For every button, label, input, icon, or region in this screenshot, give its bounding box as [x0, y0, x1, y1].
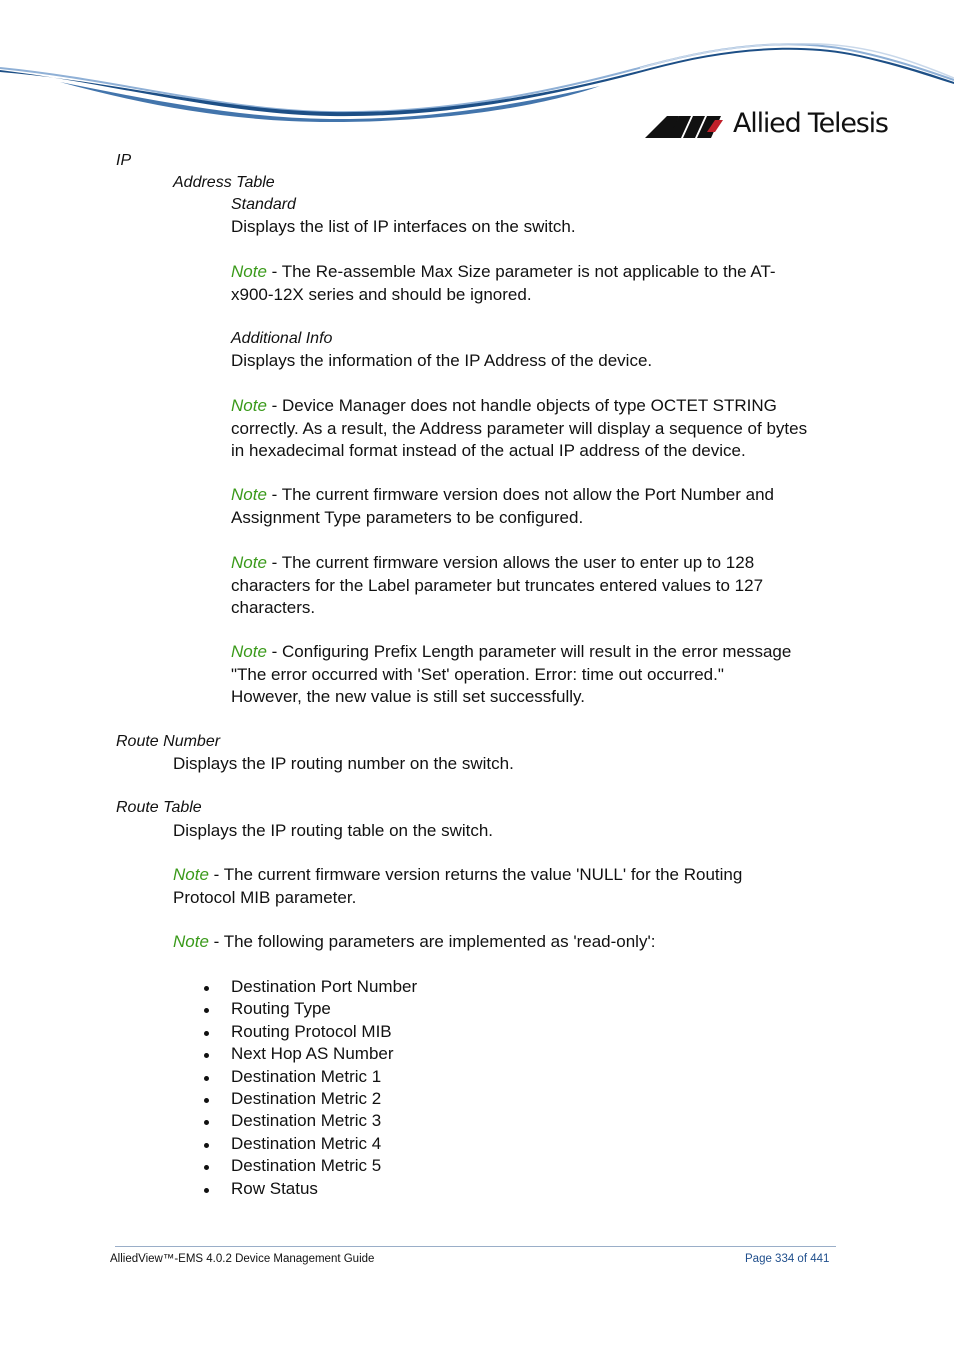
note-6	[173, 864, 742, 909]
footer-guide-title: AlliedView™-EMS 4.0.2 Device Management Guide	[110, 1253, 375, 1265]
note-text: - The current firmware version allows the user to enter up to 128	[266, 553, 755, 572]
note-text: - The current firmware version returns the value 'NULL' for the Routing	[208, 865, 743, 884]
note-text: "The error occurred with 'Set' operation. Error: time out occurred."	[231, 664, 724, 684]
footer-divider	[115, 1246, 836, 1247]
note-text: correctly. As a result, the Address parameter will display a sequence of bytes	[231, 418, 808, 438]
logo-mark-icon	[645, 114, 725, 138]
note-2	[231, 395, 807, 463]
route-number-heading: Route Number	[116, 733, 221, 750]
note-text: - Configuring Prefix Length parameter will result in the error message	[266, 642, 792, 661]
bullet-icon	[204, 1188, 209, 1193]
brand-name: Allied Telesis	[733, 108, 888, 139]
ip-heading: IP	[116, 152, 132, 169]
note-text: - The Re-assemble Max Size parameter is not applicable to the AT-	[266, 262, 776, 281]
bullet-icon	[204, 1165, 209, 1170]
standard-heading: Standard	[231, 196, 296, 213]
list-item: Routing Protocol MIB	[200, 1021, 417, 1043]
route-number-desc: Displays the IP routing number on the switch.	[173, 754, 514, 773]
note-text: characters for the Label parameter but truncates entered values to 127	[231, 575, 764, 595]
standard-desc: Displays the list of IP interfaces on the switch.	[231, 217, 576, 236]
note-label: Note	[231, 485, 267, 504]
note-text: x900-12X series and should be ignored.	[231, 284, 532, 304]
note-5	[231, 641, 791, 709]
note-7	[173, 931, 655, 954]
note-label: Note	[231, 396, 267, 415]
note-label: Note	[231, 553, 267, 572]
bullet-icon	[204, 986, 209, 991]
allied-telesis-logo	[645, 108, 905, 148]
list-item: Destination Metric 5	[200, 1155, 417, 1177]
note-text: Protocol MIB parameter.	[173, 887, 357, 907]
bullet-icon	[204, 1098, 209, 1103]
note-label: Note	[231, 262, 267, 281]
note-3	[231, 484, 774, 529]
note-label: Note	[173, 865, 209, 884]
note-text: characters.	[231, 598, 316, 617]
route-table-heading: Route Table	[116, 799, 202, 816]
footer-page-number: Page 334 of 441	[745, 1253, 830, 1265]
list-item: Destination Metric 1	[200, 1066, 417, 1088]
additional-info-heading: Additional Info	[231, 330, 333, 347]
note-text: Assignment Type parameters to be configured.	[231, 507, 584, 527]
list-item: Row Status	[200, 1178, 417, 1200]
bullet-icon	[204, 1053, 209, 1058]
list-item: Destination Metric 2	[200, 1088, 417, 1110]
list-item: Destination Port Number	[200, 976, 417, 998]
note-text: in hexadecimal format instead of the actual IP address of the device.	[231, 441, 746, 460]
bullet-icon	[204, 1008, 209, 1013]
readonly-params-list	[200, 976, 417, 1200]
bullet-icon	[204, 1031, 209, 1036]
note-text: - The following parameters are implemented as 'read-only':	[208, 932, 656, 951]
list-item: Routing Type	[200, 998, 417, 1020]
list-item: Next Hop AS Number	[200, 1043, 417, 1065]
note-4	[231, 552, 763, 620]
address-table-heading: Address Table	[173, 174, 275, 191]
note-text: - The current firmware version does not allow the Port Number and	[266, 485, 774, 504]
additional-info-desc: Displays the information of the IP Address of the device.	[231, 351, 653, 370]
note-text: - Device Manager does not handle objects of type OCTET STRING	[266, 396, 777, 415]
route-table-desc: Displays the IP routing table on the switch.	[173, 821, 494, 840]
list-item: Destination Metric 4	[200, 1133, 417, 1155]
note-label: Note	[173, 932, 209, 951]
note-label: Note	[231, 642, 267, 661]
bullet-icon	[204, 1076, 209, 1081]
list-item: Destination Metric 3	[200, 1110, 417, 1132]
bullet-icon	[204, 1120, 209, 1125]
note-1	[231, 261, 776, 306]
bullet-icon	[204, 1143, 209, 1148]
note-text: However, the new value is still set successfully.	[231, 687, 585, 706]
